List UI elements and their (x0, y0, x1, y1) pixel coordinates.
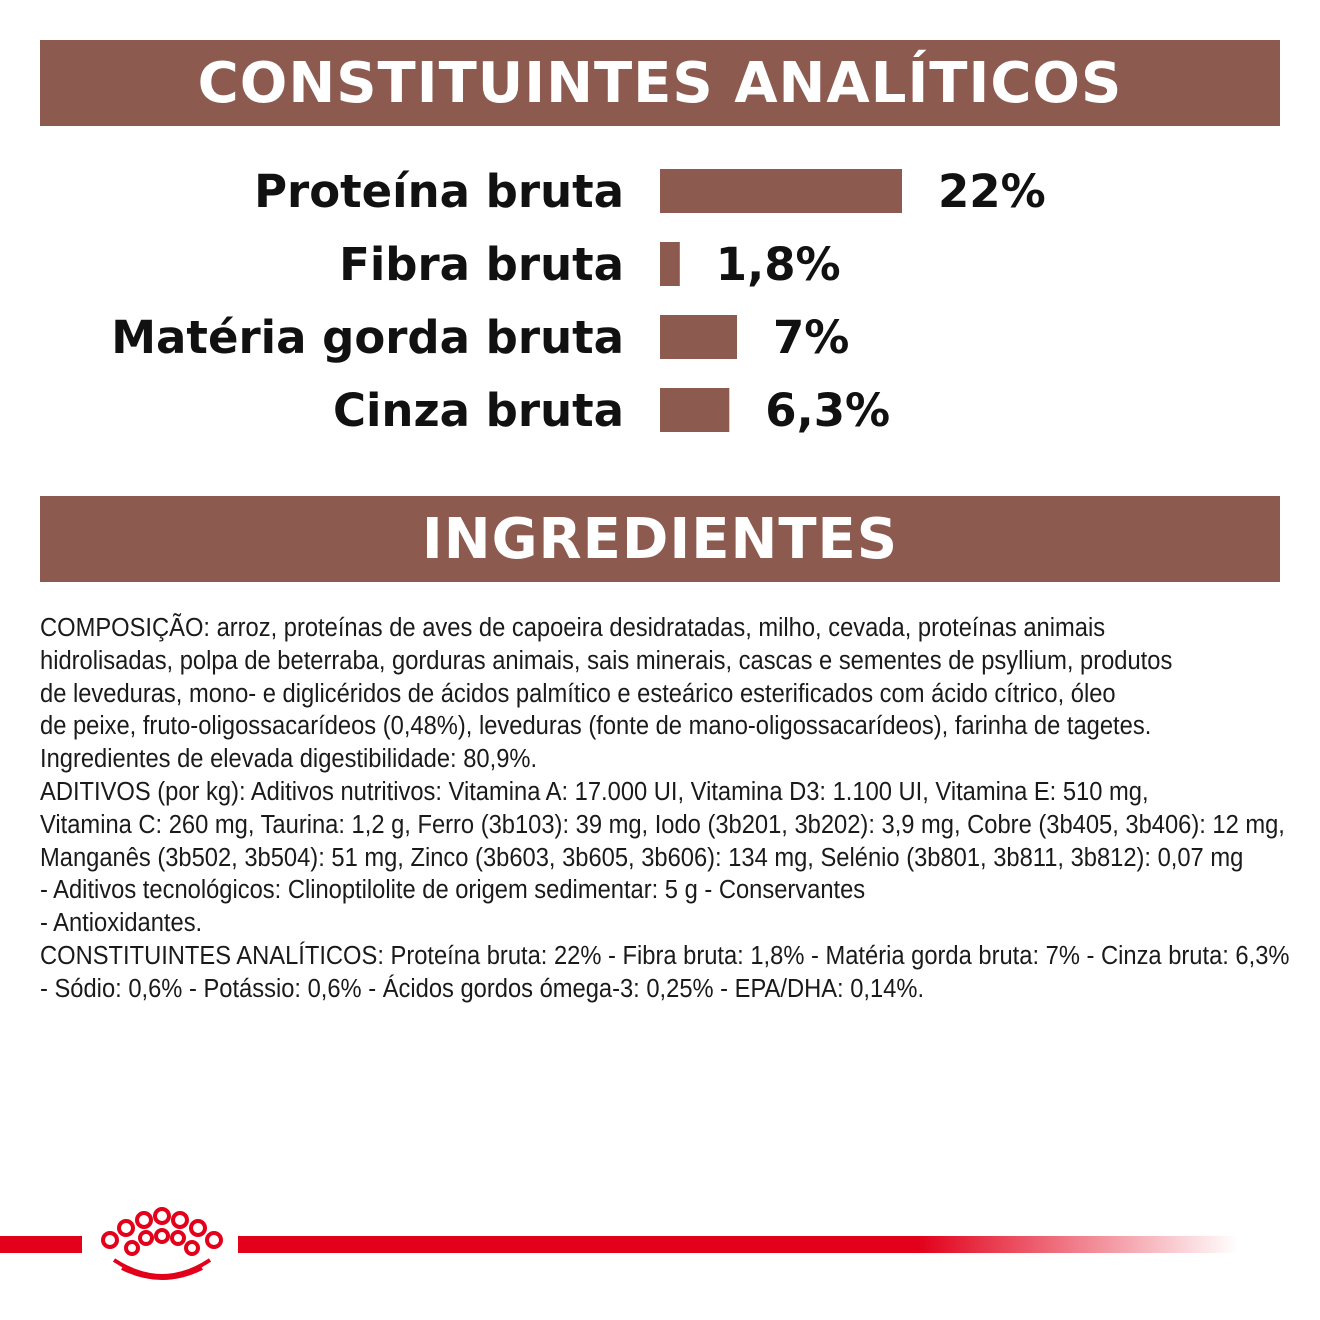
category-label: Matéria gorda bruta (111, 311, 624, 364)
ingredients-line: Manganês (3b502, 3b504): 51 mg, Zinco (3b603, 3b605, 3b606): 134 mg, Selénio (3b801, 3b811, 3b812): 0,07 mg (40, 843, 1244, 872)
value-label: 7% (773, 311, 850, 364)
category-label: Cinza bruta (332, 384, 624, 437)
ingredients-line: de peixe, fruto-oligossacarídeos (0,48%), leveduras (fonte de mano-oligossacarídeos), farinha de tagetes. (40, 712, 1152, 741)
ingredients-line: Vitamina C: 260 mg, Taurina: 1,2 g, Ferro (3b103): 39 mg, Iodo (3b201, 3b202): 3,9 mg, Cobre (3b405, 3b406): 12 mg, (40, 810, 1285, 839)
ingredients-line: CONSTITUINTES ANALÍTICOS: Proteína bruta: 22% - Fibra bruta: 1,8% - Matéria gorda bruta: 7% - Cinza bruta: 6,3% (40, 941, 1290, 970)
bar (660, 242, 680, 286)
ingredients-line: - Sódio: 0,6% - Potássio: 0,6% - Ácidos gordos ómega-3: 0,25% - EPA/DHA: 0,14%. (40, 974, 925, 1003)
ingredients-header: INGREDIENTES (40, 496, 1280, 582)
footer-red-line-right (238, 1236, 1238, 1253)
value-label: 6,3% (765, 384, 891, 437)
analytic-constituents-header: CONSTITUINTES ANALÍTICOS (40, 40, 1280, 126)
bar (660, 315, 737, 359)
value-label: 22% (938, 165, 1046, 218)
ingredients-line: COMPOSIÇÃO: arroz, proteínas de aves de capoeira desidratadas, milho, cevada, proteínas animais (40, 614, 1106, 642)
value-label: 1,8% (715, 238, 841, 291)
analytic-constituents-chart (0, 150, 1320, 450)
royal-canin-crown-icon (92, 1204, 232, 1284)
bar (660, 388, 729, 432)
category-label: Proteína bruta (254, 165, 624, 218)
ingredients-line: de leveduras, mono- e diglicéridos de ácidos palmítico e esteárico esterificados com ácido cítrico, óleo (40, 679, 1116, 708)
bar (660, 169, 902, 213)
ingredients-line: Ingredientes de elevada digestibilidade: 80,9%. (40, 745, 538, 774)
ingredients-line: - Aditivos tecnológicos: Clinoptilolite de origem sedimentar: 5 g - Conservantes (40, 876, 866, 905)
footer-red-line-left (0, 1236, 82, 1253)
ingredients-line: hidrolisadas, polpa de beterraba, gorduras animais, sais minerais, cascas e sementes de psyllium, produtos (40, 646, 1173, 675)
ingredients-line: - Antioxidantes. (40, 909, 203, 938)
ingredients-line: ADITIVOS (por kg): Aditivos nutritivos: Vitamina A: 17.000 UI, Vitamina D3: 1.100 UI, Vitamina E: 510 mg, (40, 777, 1149, 806)
ingredients-text (40, 612, 1290, 1006)
category-label: Fibra bruta (339, 238, 624, 291)
